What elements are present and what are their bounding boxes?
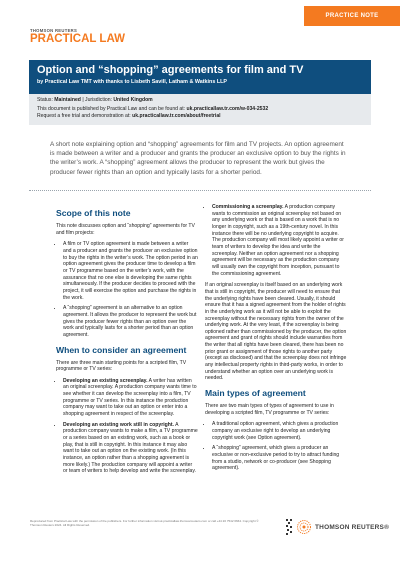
jurisdiction-label: | Jurisdiction: (82, 97, 112, 103)
bullet-text: A writer has written an original screenplay. A production company wants time to see whether it can develop the screenplay into a film, TV programme or TV series. In this instance the production company may want to take out an option or enter into a shopping agreement in respect of the screenplay. (63, 377, 197, 418)
types-bullet-shopping: • A “shopping” agreement, which gives a producer an exclusive or non-exclusive period to try to attract funding from a studio, network or co-producer (see Shopping agreement). (212, 445, 347, 472)
when-heading: When to consider an agreement (56, 344, 187, 355)
practice-note-tag: PRACTICE NOTE (304, 6, 400, 26)
status-row (37, 97, 363, 104)
bullet-lead: Commissioning a screenplay. (212, 204, 284, 210)
document-meta (29, 94, 371, 125)
types-heading: Main types of agreement (205, 388, 306, 399)
document-title: Option and “shopping” agreements for film and TV (37, 64, 304, 76)
abstract: A short note explaining option and “shopping” agreements for film and TV projects. An option agreement is made between a writer and a producer and grants the producer an exclusive option to buy the rights in the writer’s work. A “shopping” agreement allows the producer to represent the work but gives the producer fewer rights than an option and typically lasts for a shorter period. (50, 141, 346, 176)
when-list (56, 378, 198, 475)
trial-link[interactable]: uk.practicallaw.tr.com/about/freetrial (132, 113, 221, 120)
thomson-reuters-mark-icon (297, 520, 311, 534)
logo-big-text: PRACTICAL LAW (30, 33, 125, 45)
bullet-text: A production company wants to commission an original screenplay not based on any underlying work or that is based on a work that is no longer in copyright, such as a 19th-century novel. In this instance there will be no underlying copyright to acquire. The production company will most likely appoint a writer or team of writers to develop the idea and write the screenplay. Neither an option agreement nor a shopping agreement will be necessary as the production company will usually own the copyright from inception, pursuant to the commissioning agreement. (212, 204, 344, 277)
types-intro: There are two main types of types of agreement to use in developing a scripted film, TV programme or TV series: (205, 403, 334, 416)
when-bullet-existing-work (63, 422, 198, 475)
divider (29, 190, 371, 191)
scope-bullet-option: • A film or TV option agreement is made between a writer and a producer and grants the producer an exclusive option to buy the rights in the writer’s work. The option period in an option agreement gives the producer time to develop a film or TV programme based on the writer’s work, with the assurance that no one else is developing the same rights simultaneously. If the producer decides to proceed with the project, it will exercise the option and purchase the rights in the work. (63, 241, 198, 301)
when-bullet-commissioning (212, 204, 347, 277)
title-banner (29, 60, 371, 94)
trial-row (37, 113, 363, 120)
status-label: Status: (37, 97, 53, 103)
types-list (205, 421, 347, 472)
jurisdiction-value: United Kingdom (113, 97, 153, 103)
when-bullet-existing-screenplay (63, 378, 198, 418)
byline: by Practical Law TMT with thanks to Lisbeth Savill, Latham & Watkins LLP (37, 79, 228, 85)
scope-bullet-shopping: • A “shopping” agreement is an alternative to an option agreement. It allows the producer to represent the work but gives the producer fewer rights than an option over the work and typically lasts for a shorter period than an option agreement. (63, 305, 198, 338)
footer-copyright: Reproduced from Practical Law with the permission of the publishers. For further information visit uk.practicallaw.thomsonreuters.com or call +44 20 7542 6664. Copyright © Thomson Reuters 2024. All Rights Reserved. (30, 519, 259, 527)
bullet-lead: Developing an existing work still in copyright. (63, 421, 174, 428)
published-prefix: This document is published by Practical Law and can be found at: (37, 106, 186, 113)
scope-intro: This note discusses option and “shopping” agreements for TV and film projects: (56, 223, 195, 236)
footer-qr-icon (285, 518, 293, 536)
scope-list (56, 241, 198, 338)
left-column (56, 208, 198, 480)
logo-small-text: THOMSON REUTERS (30, 28, 78, 33)
bullet-text: A production company wants to make a film, a TV programme or a series based on an existing work, such as a book or play, that is still in copyright. In this instance it may also want to take out an option on the existing work. (In this instance, an option rather than a shopping agreement is more likely.) The production company will appoint a writer or team of writers to help develop and write the screenplay. (63, 421, 198, 475)
when-intro: There are three main starting points for a scripted film, TV programme or TV series: (56, 359, 187, 373)
published-row (37, 106, 363, 113)
practical-law-logo[interactable] (30, 28, 125, 45)
right-column (205, 204, 347, 477)
document-link[interactable]: uk.practicallaw.tr.com/w-034-2532 (186, 106, 269, 113)
thomson-reuters-logo (297, 520, 389, 534)
when-list-continued (205, 204, 347, 277)
bullet-lead: Developing an existing screenplay. (63, 377, 148, 384)
thomson-reuters-name: THOMSON REUTERS® (315, 523, 390, 531)
status-value: Maintained (54, 97, 81, 103)
types-bullet-option: • A traditional option agreement, which gives a production company an exclusive right to develop an underlying copyright work (see Option agreement). (212, 421, 347, 441)
scope-heading: Scope of this note (56, 208, 131, 218)
underlying-work-paragraph: If an original screenplay is itself based on an underlying work that is still in copyright, the producer will need to ensure that the underlying rights have been cleared. Usually, it should ensure that it has a signed agreement from the holder of rights in the underlying work as it will not be able to exploit the screenplay without the necessary rights from the owner of the underlying work. At the very least, if the screenplay is being optioned rather than commissioned by the producer, the option agreement and grant of rights should include warranties from the writer that all rights have been cleared, there has been no prior grant or assignment of those rights to another party (except as disclosed) and that the screenplay does not infringe any intellectual property rights in third-party works, in order to understand whether an option over an underlying work is needed. (205, 282, 347, 382)
trial-prefix: Request a free trial and demonstration at: (37, 113, 131, 120)
